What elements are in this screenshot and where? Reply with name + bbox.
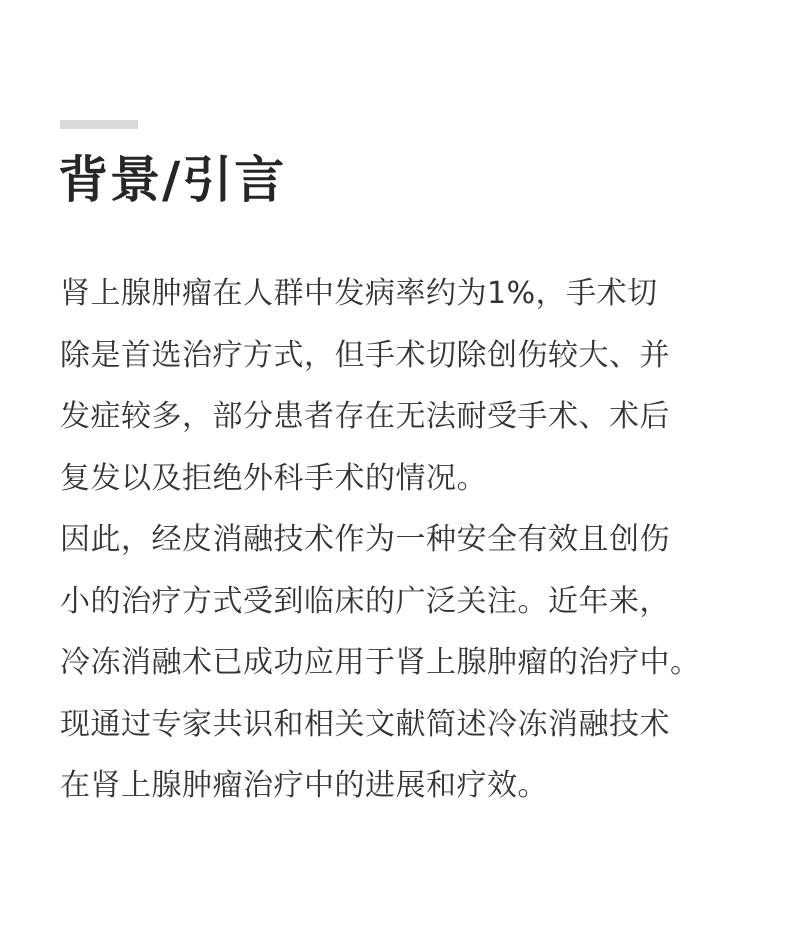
paragraph-line: 在肾上腺肿瘤治疗中的进展和疗效。 [60,768,548,803]
paragraph-1 [60,263,750,509]
section-title: 背景/引言 [58,150,287,209]
paragraph-line: 因此，经皮消融技术作为一种安全有效且创伤 [60,522,670,557]
paragraph-line: 冷冻消融术已成功应用于肾上腺肿瘤的治疗中。 [60,645,701,680]
section-body [60,263,750,817]
paragraph-line: 现通过专家共识和相关文献简述冷冻消融技术 [60,706,670,742]
paragraph-2 [60,509,750,817]
title-accent-bar [60,120,138,129]
paragraph-line: 小的治疗方式受到临床的广泛关注。近年来， [60,583,670,619]
paragraph-line: 肾上腺肿瘤在人群中发病率约为1%，手术切 [60,276,658,311]
paragraph-line: 发症较多，部分患者存在无法耐受手术、术后 [60,399,670,434]
paragraph-line: 除是首选治疗方式，但手术切除创伤较大、并 [60,337,670,373]
paragraph-line: 复发以及拒绝外科手术的情况。 [60,460,487,496]
